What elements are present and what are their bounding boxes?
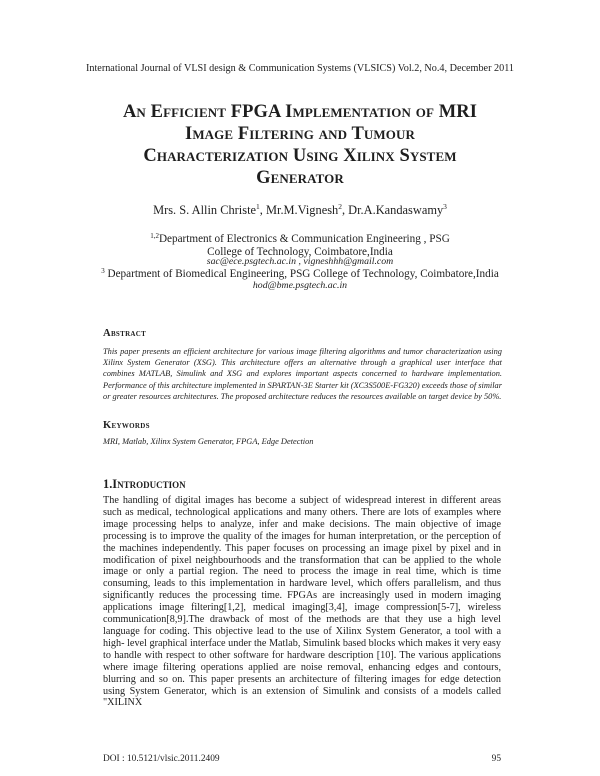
affiliation-sup: 3 <box>101 267 105 275</box>
journal-header: International Journal of VLSI design & Communication Systems (VLSICS) Vol.2, No.4, December 2011 <box>85 63 515 74</box>
author-separator: , <box>341 203 349 217</box>
abstract-heading: Abstract <box>103 328 147 339</box>
author-name: Dr.A.Kandaswamy <box>348 203 444 217</box>
title-line: Characterization Using Xilinx System <box>143 146 457 166</box>
author-name: Mr.M.Vignesh <box>265 203 339 217</box>
affiliation-text: Department of Biomedical Engineering, PSG College of Technology, Coimbatore,India <box>104 268 499 280</box>
section-number: 1. <box>103 477 113 491</box>
affiliation-sup: 1,2 <box>150 232 159 240</box>
affiliation-2 <box>0 267 600 280</box>
title-line: Generator <box>256 168 344 188</box>
author-name: Mrs. S. Allin Christe <box>153 203 257 217</box>
introduction-body: The handling of digital images has become a subject of widespread interest in different areas such as medical, technological applications and many others. There are lots of examples where image processing helps to analyze, infer and make decisions. The main objective of image processing is to improve the quality of the images for human interpretation, or the perception of the machines independently. This paper focuses on processing an image pixel by pixel and in modification of pixel neighbourhoods and the transformation that can be applied to the whole image or only a partial region. The need to process the image in real time, which is time consuming, leads to this implementation in hardware level, which offers parallelism, and thus significantly reduces the processing time. FPGAs are increasingly used in modern imaging applications image filtering[1,2], medical imaging[3,4], image compression[5-7], wireless communication[8,9].The drawback of most of the methods are that they use a high level language for coding. This objective lead to the use of Xilinx System Generator, a tool with a high- level graphical interface under the Matlab, Simulink based blocks which makes it very easy to handle with respect to other software for hardware description [10]. The various applications where image filtering operations applied are noise removal, enhancing edges and contours, blurring and so on. This paper presents an architecture of filtering images for edge detection using System Generator, which is an extension of Simulink and consists of a models called "XILINX <box>103 495 501 709</box>
keywords-heading: Keywords <box>103 420 150 431</box>
affiliation-text: Department of Electronics & Communication Engineering , PSG College of Technology, Coimbatore,India <box>158 233 450 258</box>
author-separator: , <box>259 203 266 217</box>
abstract-text: This paper presents an efficient architecture for various image filtering algorithms and tumor characterization using Xilinx System Generator (XSG). This architecture offers an alternative through a graphical user interface that combines MATLAB, Simulink and XSG and explores important aspects concerned to hardware implementation. Performance of this architecture implemented in SPARTAN-3E Starter kit (XC3S500E-FG320) exceeds those of similar or greater resources architectures. The proposed architecture reduces the resources available on target device by 50%. <box>103 347 502 401</box>
page-number: 95 <box>491 754 501 764</box>
affiliation-1 <box>150 230 450 259</box>
author-sup: 3 <box>443 202 447 211</box>
author-sup: 1 <box>256 202 260 211</box>
footer-doi: DOI : 10.5121/vlsic.2011.2409 <box>103 754 220 764</box>
affiliation-1-email: sac@ece.psgtech.ac.in , vigneshhh@gmail.com <box>206 256 394 267</box>
title-line: Image Filtering and Tumour <box>185 124 415 144</box>
paper-title <box>60 101 540 189</box>
keywords-text: MRI, Matlab, Xilinx System Generator, FPGA, Edge Detection <box>103 437 314 446</box>
affiliation-2-email: hod@bme.psgtech.ac.in <box>252 280 348 291</box>
section-title: Introduction <box>112 477 186 491</box>
introduction-heading <box>103 477 186 492</box>
title-line: An Efficient FPGA Implementation of MRI <box>122 102 478 122</box>
author-list <box>0 202 600 218</box>
author-sup: 2 <box>338 202 342 211</box>
